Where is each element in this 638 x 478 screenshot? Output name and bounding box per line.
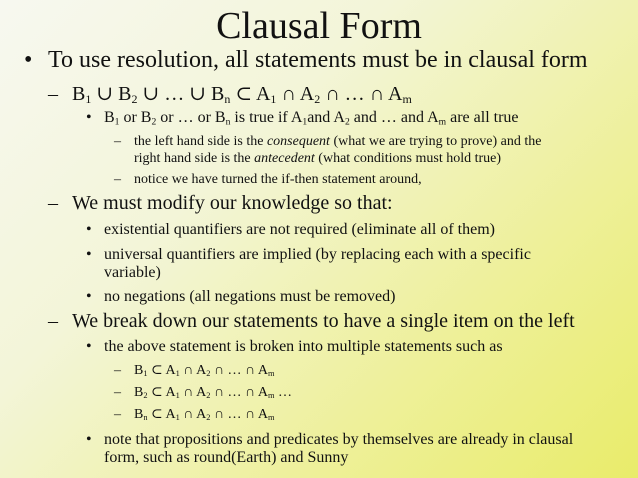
universal-line-2: variable) xyxy=(104,264,161,281)
break-line: We break down our statements to have a single item on the left xyxy=(72,310,575,332)
modify-line: We must modify our knowledge so that: xyxy=(72,192,393,214)
formula-line: $B_1$ ∪ $B_2$ ∪ … ∪ $B_n$ ⊂ $A_1$ ∩ $A_2$ ∩ … ∩ $A_m$ xyxy=(72,83,412,106)
dash-marker: – xyxy=(48,192,58,214)
statement-n: $B_n$ ⊂ $A_1$ ∩ $A_2$ ∩ … ∩ $A_m$ xyxy=(134,407,275,423)
notice-line: notice we have turned the if-then statement around, xyxy=(134,172,422,187)
bullet-dot: • xyxy=(86,338,92,355)
true-condition-line: $B_1$ or $B_2$ or … or $B_n$ is true if $A_1and$ $A_2$ and … and $A_m$ are all true xyxy=(104,109,519,128)
bullet-dot: • xyxy=(86,246,92,263)
statement-2: $B_2$ ⊂ $A_1$ ∩ $A_2$ ∩ … ∩ $A_m$ … xyxy=(134,385,293,401)
above-line: the above statement is broken into multiple statements such as xyxy=(104,338,503,355)
universal-line-1: universal quantifiers are implied (by replacing each with a specific xyxy=(104,246,531,263)
bullet-dot: • xyxy=(86,288,92,305)
dash-marker: – xyxy=(48,83,58,105)
propositions-line-2: form, such as round(Earth) and Sunny xyxy=(104,449,349,466)
bullet-dot: • xyxy=(86,431,92,448)
consequent-line: the left hand side is the consequent (what we are trying to prove) and the xyxy=(134,134,542,149)
dash-marker: – xyxy=(114,134,121,149)
statement-1: $B_1$ ⊂ $A_1$ ∩ $A_2$ ∩ … ∩ $A_m$ xyxy=(134,363,275,379)
propositions-line-1: note that propositions and predicates by themselves are already in clausal xyxy=(104,431,574,448)
intro-text: To use resolution, all statements must be in clausal form xyxy=(48,47,588,73)
dash-marker: – xyxy=(114,407,121,422)
negations-line: no negations (all negations must be removed) xyxy=(104,288,396,305)
dash-marker: – xyxy=(114,363,121,378)
bullet-dot: • xyxy=(24,47,33,73)
antecedent-line: right hand side is the antecedent (what conditions must hold true) xyxy=(134,151,502,166)
bullet-dot: • xyxy=(86,221,92,238)
slide-title: Clausal Form xyxy=(216,5,422,47)
dash-marker: – xyxy=(114,172,121,187)
existential-line: existential quantifiers are not required (eliminate all of them) xyxy=(104,221,495,238)
dash-marker: – xyxy=(114,385,121,400)
dash-marker: – xyxy=(48,310,58,332)
bullet-dot: • xyxy=(86,109,92,126)
